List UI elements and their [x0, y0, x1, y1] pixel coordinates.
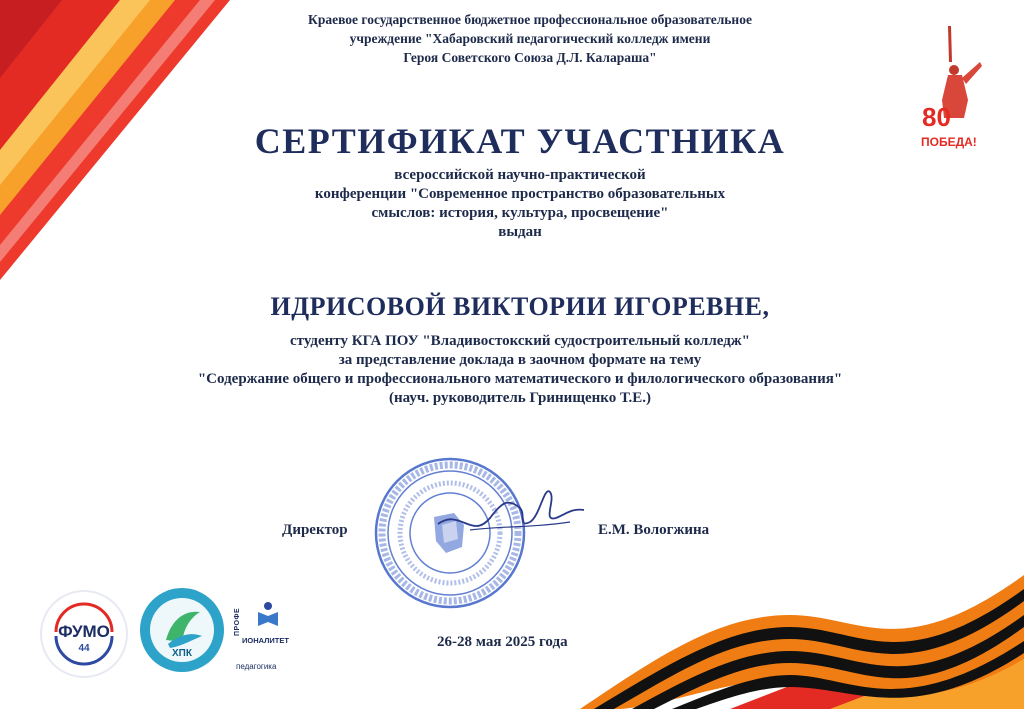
details-line-3: "Содержание общего и профессионального математического и филологического образования"	[197, 371, 843, 387]
certificate-title: СЕРТИФИКАТ УЧАСТНИКА	[254, 121, 786, 161]
badge-number: 80	[922, 102, 951, 132]
professionalitet-caption: педагогика	[236, 662, 277, 671]
org-line-2: учреждение "Хабаровский педагогический колледж имени	[349, 31, 711, 46]
award-details	[60, 332, 980, 408]
organization-name	[230, 10, 830, 67]
college-logo-text: ХПК	[172, 648, 192, 659]
victory-80-badge	[918, 22, 990, 154]
conference-line-2: конференции "Современное пространство образовательных	[314, 186, 726, 202]
professionalitet-word-1: ПРОФЕ	[234, 607, 241, 636]
badge-text: ПОБЕДА!	[921, 135, 977, 149]
conference-line-1: всероссийской научно-практической	[394, 167, 646, 183]
st-george-ribbon	[580, 555, 1024, 709]
conference-description	[200, 166, 840, 242]
recipient-name	[120, 292, 920, 322]
fumo-logo-text: ФУМО	[58, 622, 110, 641]
professionalitet-word-2: ИОНАЛИТЕТ	[242, 636, 289, 645]
conference-line-3: смыслов: история, культура, просвещение"	[371, 205, 669, 221]
director-signature	[430, 478, 590, 548]
fumo-logo	[40, 590, 128, 678]
org-line-3: Героя Советского Союза Д.Л. Калараша"	[403, 50, 657, 65]
director-label: Директор	[282, 522, 348, 538]
director-name: Е.М. Вологжина	[598, 522, 710, 538]
details-line-2: за представление доклада в заочном формате на тему	[338, 352, 702, 368]
college-logo	[140, 588, 224, 672]
details-line-4: (науч. руководитель Гринищенко Т.Е.)	[388, 390, 651, 406]
recipient-name-text: ИДРИСОВОЙ ВИКТОРИИ ИГОРЕВНЕ	[270, 292, 763, 321]
college-logo-mark	[140, 588, 224, 672]
fumo-logo-number: 44	[78, 643, 90, 654]
details-line-1: студенту КГА ПОУ "Владивостокский судостроительный колледж"	[290, 333, 750, 349]
event-date: 26-28 мая 2025 года	[437, 634, 568, 650]
conference-line-4: выдан	[498, 224, 542, 240]
professionalitet-logo	[234, 596, 314, 678]
recipient-name-comma: ,	[762, 292, 770, 321]
book-icon	[256, 600, 280, 628]
org-line-1: Краевое государственное бюджетное профессиональное образовательное	[308, 12, 752, 27]
